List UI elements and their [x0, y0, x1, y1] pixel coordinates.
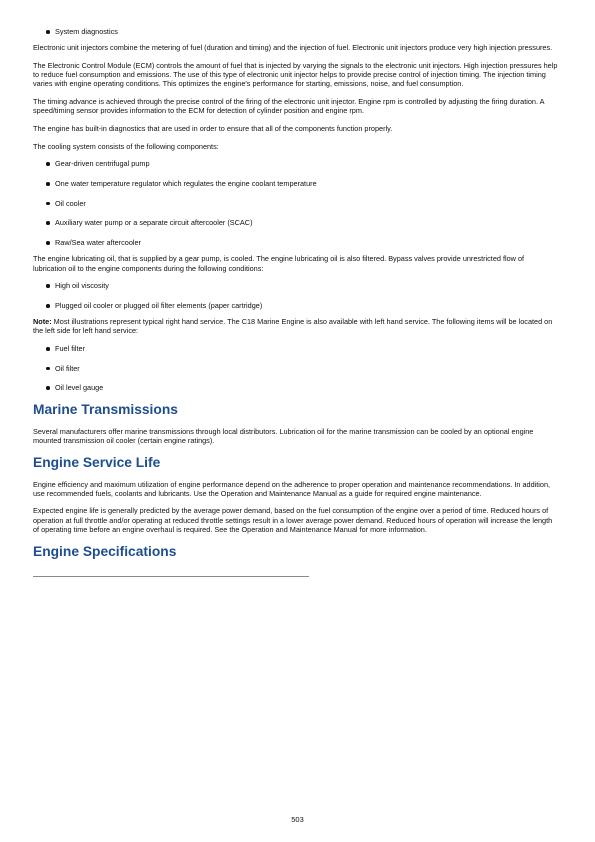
paragraph-diagnostics: The engine has built-in diagnostics that are used in order to ensure that all of the components function properly. [33, 123, 393, 133]
section-divider [33, 576, 309, 577]
list-item: Oil cooler [33, 199, 558, 208]
top-list [33, 27, 558, 36]
document-page [33, 27, 558, 577]
page-number: 503 [291, 815, 304, 824]
list-item: High oil viscosity [33, 281, 558, 290]
list-item: Oil filter [33, 364, 558, 373]
list-item: Plugged oil cooler or plugged oil filter elements (paper cartridge) [33, 301, 558, 310]
paragraph-marine: Several manufacturers offer marine transmissions through local distributors. Lubrication oil for the marine transmission can be cooled by an optional engine mounted transmission oil cooler (certain engine ratings). [33, 426, 534, 445]
paragraph-life-1: Engine efficiency and maximum utilization of engine performance depend on the adherence to proper operation and maintenance recommendations. In addition, use recommended fuels, coolants and lubricants. Use the Operation and Maintenance Manual as a guide for required engine maintenance. [33, 479, 551, 498]
list-item: Oil level gauge [33, 383, 558, 392]
cooling-list [33, 159, 558, 247]
left-service-list [33, 344, 558, 393]
heading-marine-transmissions: Marine Transmissions [33, 401, 178, 417]
list-item: One water temperature regulator which regulates the engine coolant temperature [33, 179, 558, 188]
note-label: Note: [33, 317, 52, 327]
paragraph-ecm: The Electronic Control Module (ECM) controls the amount of fuel that is injected by varying the signals to the electronic unit injectors. High injection pressures help to reduce fuel consumption and emissions. The use of this type of electronic unit injector helps to provide precise control of injection timing. The injection timing varies with engine operating conditions. This optimizes the engine's performance for starting, emissions, noise, and fuel consumption. [33, 60, 558, 89]
list-item: Raw/Sea water aftercooler [33, 238, 558, 247]
note-paragraph [33, 317, 558, 335]
paragraph-cooling-intro: The cooling system consists of the following components: [33, 141, 219, 151]
heading-engine-service-life: Engine Service Life [33, 454, 161, 470]
note-text: Most illustrations represent typical right hand service. The C18 Marine Engine is also available with left hand service. The following items will be located on the left side for left hand service: [33, 317, 553, 336]
paragraph-lubrication: The engine lubricating oil, that is supplied by a gear pump, is cooled. The engine lubricating oil is also filtered. Bypass valves provide unrestricted flow of lubrication oil to the engine components during the following conditions: [33, 254, 525, 273]
paragraph-timing: The timing advance is achieved through the precise control of the firing of the electronic unit injector. Engine rpm is controlled by adjusting the firing duration. A speed/timing sensor provides information to the ECM for detection of cylinder position and engine rpm. [33, 97, 545, 116]
paragraph-injectors: Electronic unit injectors combine the metering of fuel (duration and timing) and the injection of fuel. Electronic unit injectors produce very high injection pressures. [33, 43, 553, 53]
paragraph-life-2: Expected engine life is generally predicted by the average power demand, based on the fuel consumption of the engine over a period of time. Reduced hours of operation at full throttle and/or operating at reduced throttle settings result in a lower average power demand. Reduced hours of operation will increase the length of operating time before an engine overhaul is required. See the Operation and Maintenance Manual for more information. [33, 506, 553, 534]
heading-engine-specifications: Engine Specifications [33, 543, 177, 559]
list-item: System diagnostics [33, 27, 558, 36]
list-item: Auxiliary water pump or a separate circuit aftercooler (SCAC) [33, 218, 558, 227]
list-item: Fuel filter [33, 344, 558, 353]
lubrication-list [33, 281, 558, 310]
list-item: Gear-driven centrifugal pump [33, 159, 558, 168]
